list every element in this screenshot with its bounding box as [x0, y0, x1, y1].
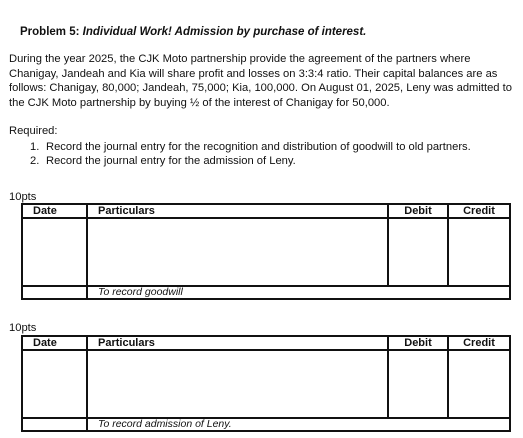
note-date-cell — [22, 286, 87, 299]
header-date: Date — [22, 204, 87, 218]
problem-paragraph: During the year 2025, the CJK Moto partnership provide the agreement of the partners where Chanigay, Jandeah and Kia will share profit and losses on 3:3:4 ratio. Their capital balances are as follows: Chanigay, 80,000; Jandeah, 75,000; Kia, 100,000. On August 01, 2025, Leny was admitted to the CJK Moto partnership by buying ½ of the interest of Chanigay for 50,000. — [9, 53, 512, 109]
header-debit: Debit — [388, 336, 448, 350]
problem-title-prefix: Problem 5: — [20, 26, 83, 38]
requirement-number: 2. — [30, 155, 40, 168]
header-debit: Debit — [388, 204, 448, 218]
points-label: 10pts — [9, 191, 37, 203]
date-cell[interactable] — [22, 350, 87, 418]
note-date-cell — [22, 418, 87, 431]
header-particulars: Particulars — [87, 204, 388, 218]
table-header-row — [22, 204, 510, 218]
problem-title-italic: Individual Work! Admission by purchase of interest. — [82, 26, 367, 38]
debit-cell[interactable] — [388, 218, 448, 286]
points-label: 10pts — [9, 322, 37, 334]
note-text: To record goodwill — [87, 286, 510, 299]
table-entry-row[interactable] — [22, 218, 510, 286]
required-label: Required: — [9, 125, 58, 137]
requirement-item — [30, 140, 471, 154]
requirement-item — [30, 154, 471, 168]
note-text: To record admission of Leny. — [87, 418, 510, 431]
header-date: Date — [22, 336, 87, 350]
header-credit: Credit — [448, 204, 510, 218]
header-particulars: Particulars — [87, 336, 388, 350]
requirement-text: Record the journal entry for the recognition and distribution of goodwill to old partners. — [46, 141, 471, 153]
requirement-text: Record the journal entry for the admission of Leny. — [46, 155, 296, 168]
table-header-row — [22, 336, 510, 350]
journal-table-admission — [21, 335, 511, 432]
table-note-row — [22, 286, 510, 299]
particulars-cell[interactable] — [87, 350, 388, 418]
header-credit: Credit — [448, 336, 510, 350]
particulars-cell[interactable] — [87, 218, 388, 286]
debit-cell[interactable] — [388, 350, 448, 418]
table-entry-row[interactable] — [22, 350, 510, 418]
table-note-row — [22, 418, 510, 431]
requirement-number: 1. — [30, 141, 40, 153]
journal-table-goodwill — [21, 203, 511, 300]
requirements-list — [30, 140, 471, 169]
credit-cell[interactable] — [448, 350, 510, 418]
date-cell[interactable] — [22, 218, 87, 286]
credit-cell[interactable] — [448, 218, 510, 286]
problem-title — [20, 26, 366, 38]
